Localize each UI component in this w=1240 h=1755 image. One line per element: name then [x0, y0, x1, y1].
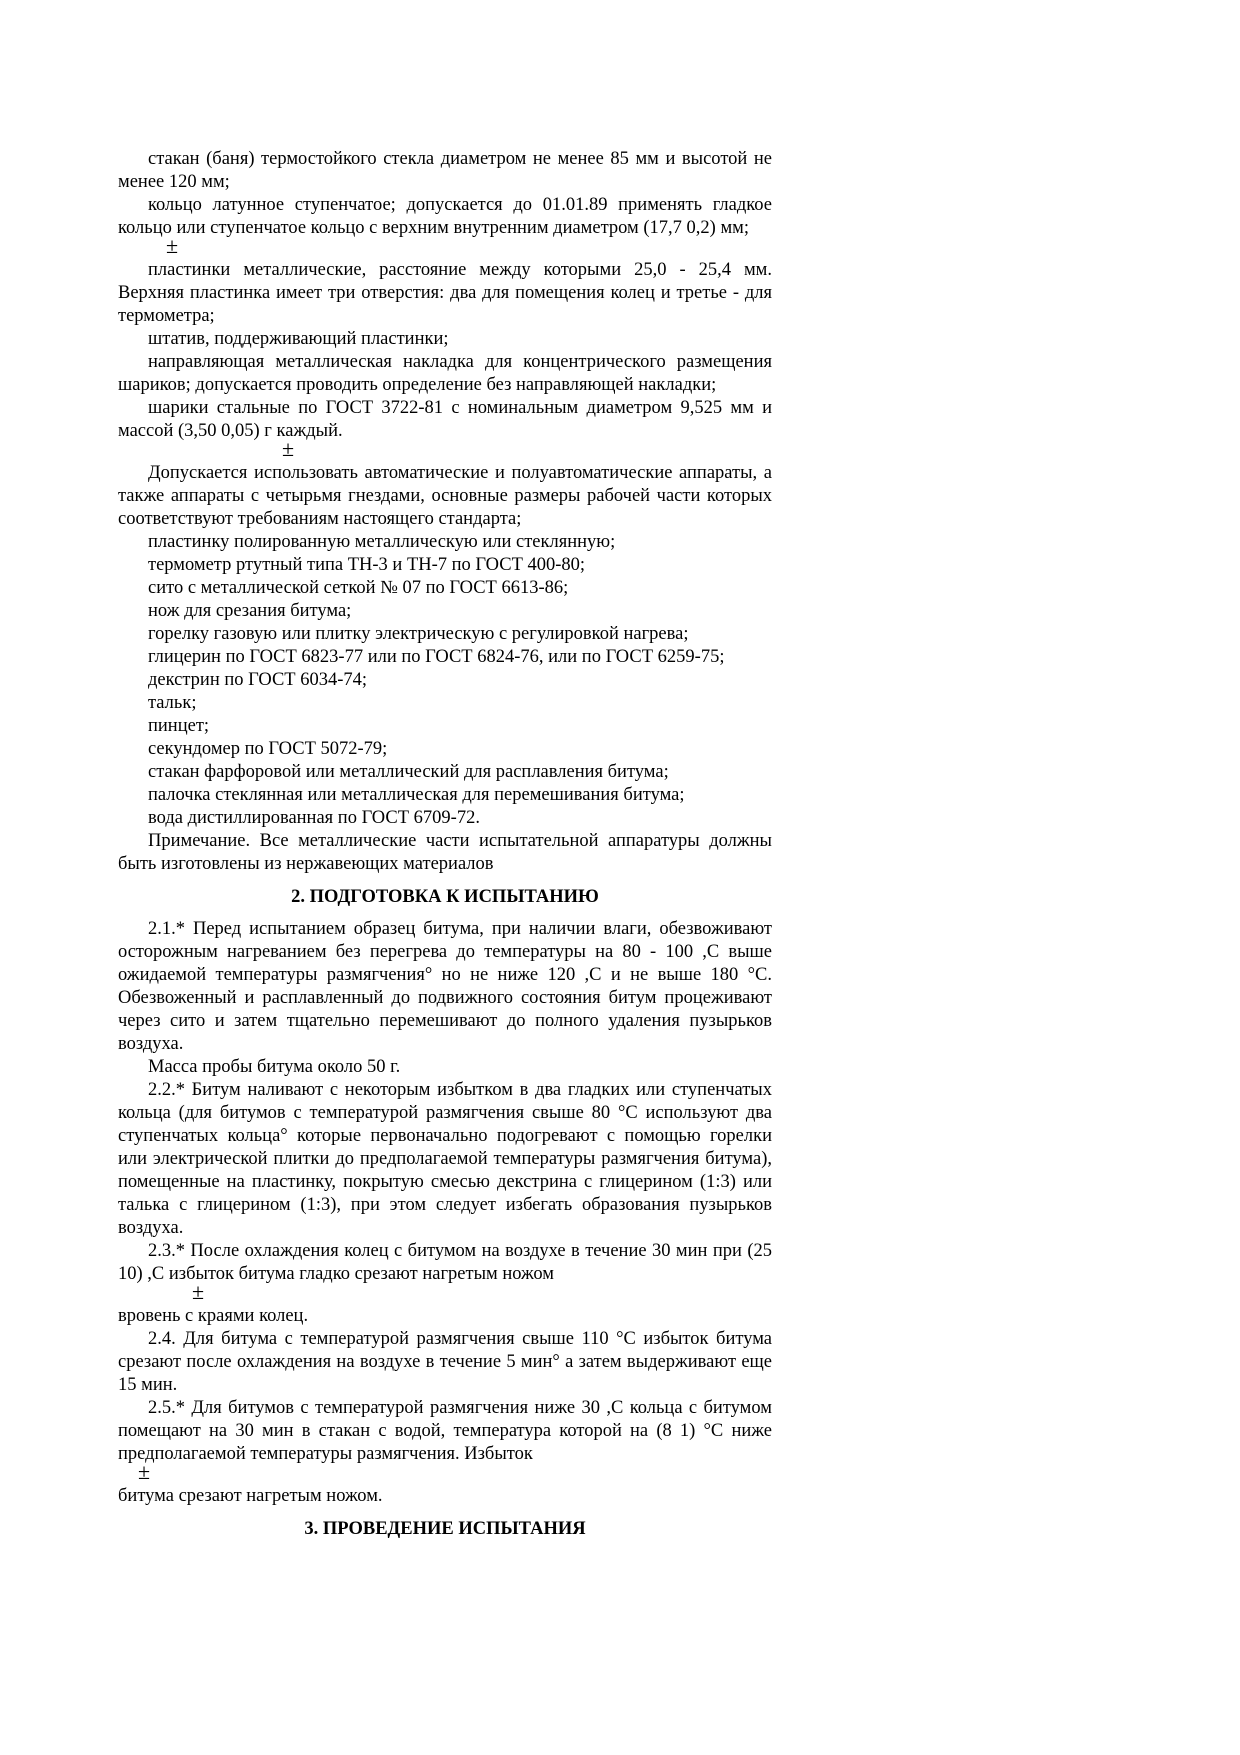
list-item: сито с металлической сеткой № 07 по ГОСТ 6613-86; — [148, 578, 569, 598]
list-item: нож для срезания битума; — [148, 601, 352, 621]
note-paragraph: Примечание. Все металлические части испытательной аппаратуры должны быть изготовлены из нержавеющих материалов — [118, 831, 772, 874]
list-item: тальк; — [148, 693, 197, 713]
list-item: пластинки металлические, расстояние между которыми 25,0 - 25,4 мм. Верхняя пластинка имеет три отверстия: два для помещения колец и третье - для термометра; — [118, 260, 772, 326]
list-item: вода дистиллированная по ГОСТ 6709-72. — [148, 808, 480, 828]
plus-minus-sign: ± — [138, 1459, 151, 1484]
paragraph: 2.2.* Битум наливают с некоторым избытком в два гладких или ступенчатых кольца (для битумов с температурой размягчения свыше 80 °С используют два ступенчатых кольца° которые первоначально подогревают с помощью горелки или электрической плитки до предполагаемой температуры размягчения битума), помещенные на пластинку, покрытую смесью декстрина с глицерином (1:3) или талька с глицерином (1:3), при этом следует избегать образования пузырьков воздуха. — [118, 1080, 772, 1238]
list-item: горелку газовую или плитку электрическую с регулировкой нагрева; — [148, 624, 689, 644]
list-item: стакан (баня) термостойкого стекла диаметром не менее 85 мм и высотой не менее 120 мм; — [118, 149, 772, 192]
section-heading: 2. ПОДГОТОВКА К ИСПЫТАНИЮ — [291, 887, 599, 907]
document-page — [118, 148, 772, 1550]
paragraph: битума срезают нагретым ножом. — [118, 1486, 383, 1506]
list-item: стакан фарфоровой или металлический для расплавления битума; — [148, 762, 669, 782]
paragraph: 2.3.* После охлаждения колец с битумом на воздухе в течение 30 мин при (25 10) ,С избыток битума гладко срезают нагретым ножом — [118, 1241, 772, 1284]
plus-minus-sign: ± — [192, 1279, 205, 1304]
list-item: штатив, поддерживающий пластинки; — [148, 329, 449, 349]
list-item: декстрин по ГОСТ 6034-74; — [148, 670, 368, 690]
plus-minus-line — [118, 233, 772, 259]
list-item: Допускается использовать автоматические и полуавтоматические аппараты, а также аппараты с четырьмя гнездами, основные размеры рабочей части которых соответствуют требованиям настоящего стандарта; — [118, 463, 772, 529]
paragraph: Масса пробы битума около 50 г. — [148, 1057, 401, 1077]
paragraph: 2.1.* Перед испытанием образец битума, при наличии влаги, обезвоживают осторожным нагреванием без перегрева до температуры на 80 - 100 ,С выше ожидаемой температуры размягчения° но не ниже 120 ,С и не выше 180 °С. Обезвоженный и расплавленный до подвижного состояния битум процеживают через сито и затем тщательно перемешивают до полного удаления пузырьков воздуха. — [118, 919, 772, 1054]
paragraph: 2.5.* Для битумов с температурой размягчения ниже 30 ,С кольца с битумом помещают на 30 мин в стакан с водой, температура которой на (8 1) °С ниже предполагаемой температуры размягчения. Избыток — [118, 1398, 772, 1464]
list-item: шарики стальные по ГОСТ 3722-81 с номинальным диаметром 9,525 мм и массой (3,50 0,05) г каждый. — [118, 398, 772, 441]
list-item: термометр ртутный типа ТН-3 и ТН-7 по ГОСТ 400-80; — [148, 555, 586, 575]
list-item: глицерин по ГОСТ 6823-77 или по ГОСТ 6824-76, или по ГОСТ 6259-75; — [148, 647, 725, 667]
list-item: палочка стеклянная или металлическая для перемешивания битума; — [148, 785, 685, 805]
list-item: пинцет; — [148, 716, 210, 736]
plus-minus-sign: ± — [166, 233, 179, 258]
paragraph: 2.4. Для битума с температурой размягчения свыше 110 °С избыток битума срезают после охлаждения на воздухе в течение 5 мин° а затем выдерживают еще 15 мин. — [118, 1329, 772, 1395]
plus-minus-line — [118, 1459, 772, 1485]
plus-minus-line — [118, 1279, 772, 1305]
paragraph: вровень с краями колец. — [118, 1306, 309, 1326]
plus-minus-line — [118, 436, 772, 462]
section-heading: 3. ПРОВЕДЕНИЕ ИСПЫТАНИЯ — [304, 1519, 586, 1539]
list-item: направляющая металлическая накладка для концентрического размещения шариков; допускается проводить определение без направляющей накладки; — [118, 352, 772, 395]
plus-minus-sign: ± — [282, 436, 295, 461]
list-item: кольцо латунное ступенчатое; допускается до 01.01.89 применять гладкое кольцо или ступенчатое кольцо с верхним внутренним диаметром (17,7 0,2) мм; — [118, 195, 772, 238]
list-item: секундомер по ГОСТ 5072-79; — [148, 739, 388, 759]
list-item: пластинку полированную металлическую или стеклянную; — [148, 532, 616, 552]
